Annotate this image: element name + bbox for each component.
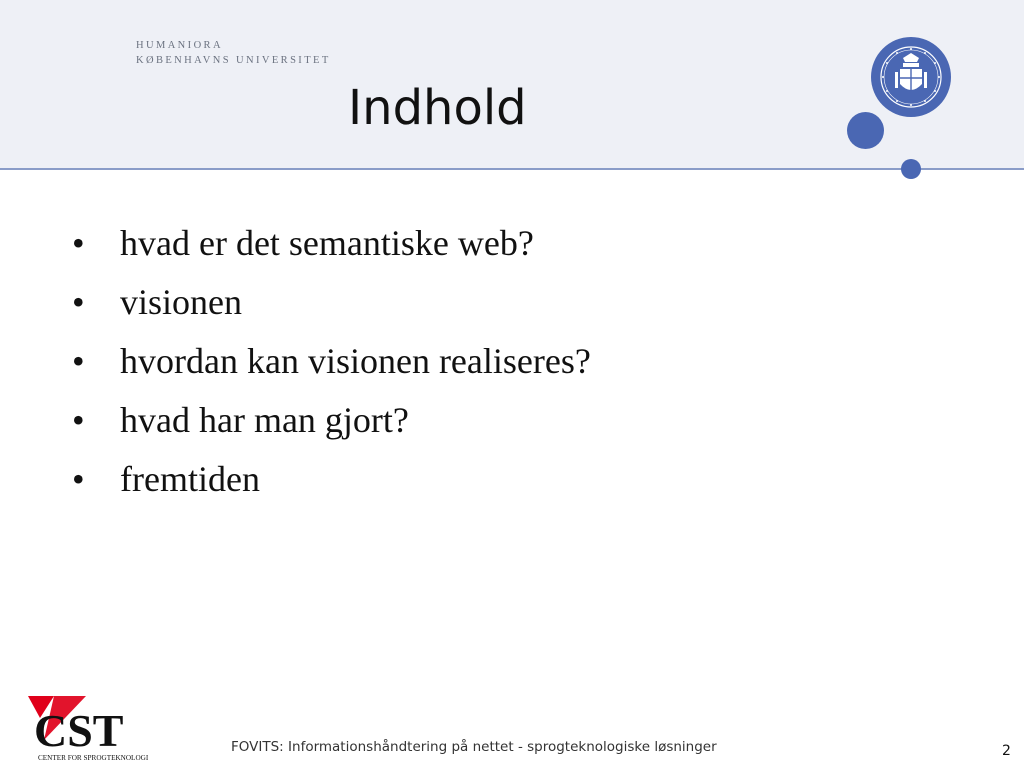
header-divider xyxy=(0,168,1024,170)
bullet-text: visionen xyxy=(120,282,242,322)
bullet-icon: • xyxy=(72,400,85,440)
bullet-icon: • xyxy=(72,223,85,263)
logo-text: CST xyxy=(34,705,124,756)
bullet-text: hvad er det semantiske web? xyxy=(120,223,534,263)
slide-title: Indhold xyxy=(348,80,527,136)
content-bullet-list xyxy=(72,214,591,509)
list-item xyxy=(72,214,591,273)
cst-logo-icon xyxy=(26,696,172,764)
list-item xyxy=(72,273,591,332)
list-item xyxy=(72,450,591,509)
institution-faculty: HUMANIORA xyxy=(136,40,223,51)
bullet-icon: • xyxy=(72,341,85,381)
footer-text: FOVITS: Informationshåndtering på nettet - sprogteknologiske løsninger xyxy=(231,739,717,755)
bullet-text: fremtiden xyxy=(120,459,260,499)
institution-university: KØBENHAVNS UNIVERSITET xyxy=(136,55,331,66)
page-number: 2 xyxy=(1002,743,1011,759)
list-item xyxy=(72,391,591,450)
institution-name xyxy=(136,38,331,68)
list-item xyxy=(72,332,591,391)
bullet-text: hvad har man gjort? xyxy=(120,400,409,440)
logo-subtext: CENTER FOR SPROGTEKNOLOGI xyxy=(38,754,149,762)
decorative-dot-small xyxy=(901,159,921,179)
decorative-dot-large xyxy=(847,112,884,149)
university-seal-icon xyxy=(870,36,952,118)
bullet-text: hvordan kan visionen realiseres? xyxy=(120,341,591,381)
bullet-icon: • xyxy=(72,459,85,499)
bullet-icon: • xyxy=(72,282,85,322)
